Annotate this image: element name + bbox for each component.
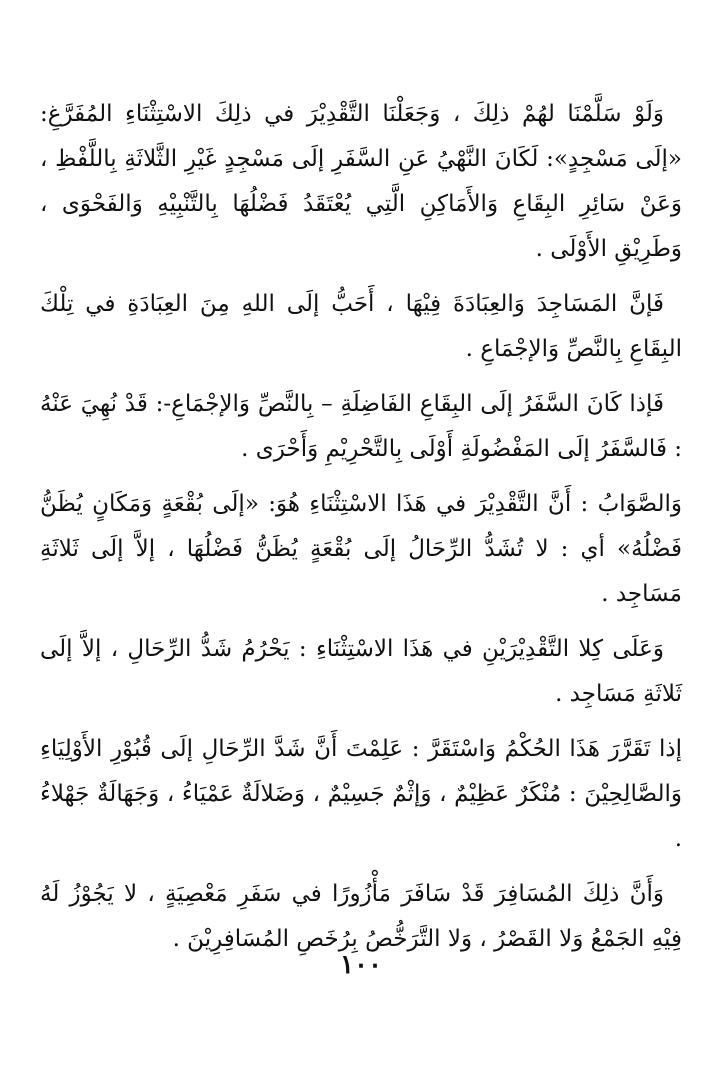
paragraph-4: وَالصَّوَابُ : أَنَّ التَّقْدِيْرَ في هَذَا الاسْتِثْنَاءِ هُوَ: «إلَى بُقْعَةٍ وَمَكَانٍ يُظَنُّ فَضْلُهُ» أي : لا تُشَدُّ الرِّحَالُ إلَى بُقْعَةٍ يُظَنُّ فَضْلُهَا ، إلاَّ إلَى ثَلاثَةِ مَسَاجِد . bbox=[40, 491, 682, 607]
paragraph-7: وَأَنَّ ذلِكَ المُسَافِرَ قَدْ سَافَرَ مَأْزُورًا في سَفَرِ مَعْصِيَةٍ ، لا يَجُوْزُ لَهُ فِيْهِ الجَمْعُ وَلا القَصْرُ ، وَلا التَّرَخُّصُ بِرُخَصِ المُسَافِرِيْنَ . bbox=[40, 881, 682, 952]
paragraph-5: وَعَلَى كِلا التَّقْدِيْرَيْنِ في هَذَا الاسْتِثْنَاءِ : يَحْرُمُ شَدُّ الرِّحَالِ ، إلاَّ إلَى ثَلاثَةِ مَسَاجِد . bbox=[40, 636, 682, 707]
paragraph-1: وَلَوْ سَلَّمْنَا لهُمْ ذلِكَ ، وَجَعَلْنَا التَّقْدِيْرَ في ذلِكَ الاسْتِثْنَاءِ المُفَرَّغِ: «إلَى مَسْجِدٍ»: لَكَانَ النَّهْيُ عَنِ السَّفَرِ إلَى مَسْجِدٍ غَيْرِ الثَّلاثَةِ بِاللَّفْظِ ، وَعَنْ سَائِرِ البِقَاعِ وَالأَمَاكِنِ الَّتِي يُعْتَقَدُ فَضْلُهَا بِالتَّنْبِيْهِ وَالفَحْوَى ، وَطَرِيْقِ الأَوْلَى . bbox=[40, 101, 682, 262]
paragraph-2: فَإنَّ المَسَاجِدَ وَالعِبَادَةَ فِيْهَا ، أَحَبُّ إلَى اللهِ مِنَ العِبَادَةِ في تِلْكَ البِقَاعِ بِالنَّصِّ وَالإجْمَاعِ . bbox=[40, 291, 682, 362]
paragraph-3: فَإذا كَانَ السَّفَرُ إلَى البِقَاعِ الفَاضِلَةِ – بِالنَّصِّ وَالإجْمَاعِ-: قَدْ نُهِيَ عَنْهُ : فَالسَّفَرُ إلَى المَفْضُولَةِ أَوْلَى بِالتَّحْرِيْمِ وَأَحْرَى . bbox=[40, 391, 682, 462]
page-number: ١٠٠ bbox=[340, 950, 382, 980]
paragraph-6: إذا تَقَرَّرَ هَذَا الحُكْمُ وَاسْتَقَرَّ : عَلِمْتَ أَنَّ شَدَّ الرِّحَالِ إلَى قُبُوْرِ الأَوْلِيَاءِ وَالصَّالِحِيْنَ : مُنْكَرٌ عَظِيْمٌ ، وَإثْمٌ جَسِيْمٌ ، وَضَلالَةٌ عَمْيَاءُ ، وَجَهَالَةٌ جَهْلاءُ . bbox=[40, 736, 682, 852]
page-body bbox=[40, 92, 682, 972]
